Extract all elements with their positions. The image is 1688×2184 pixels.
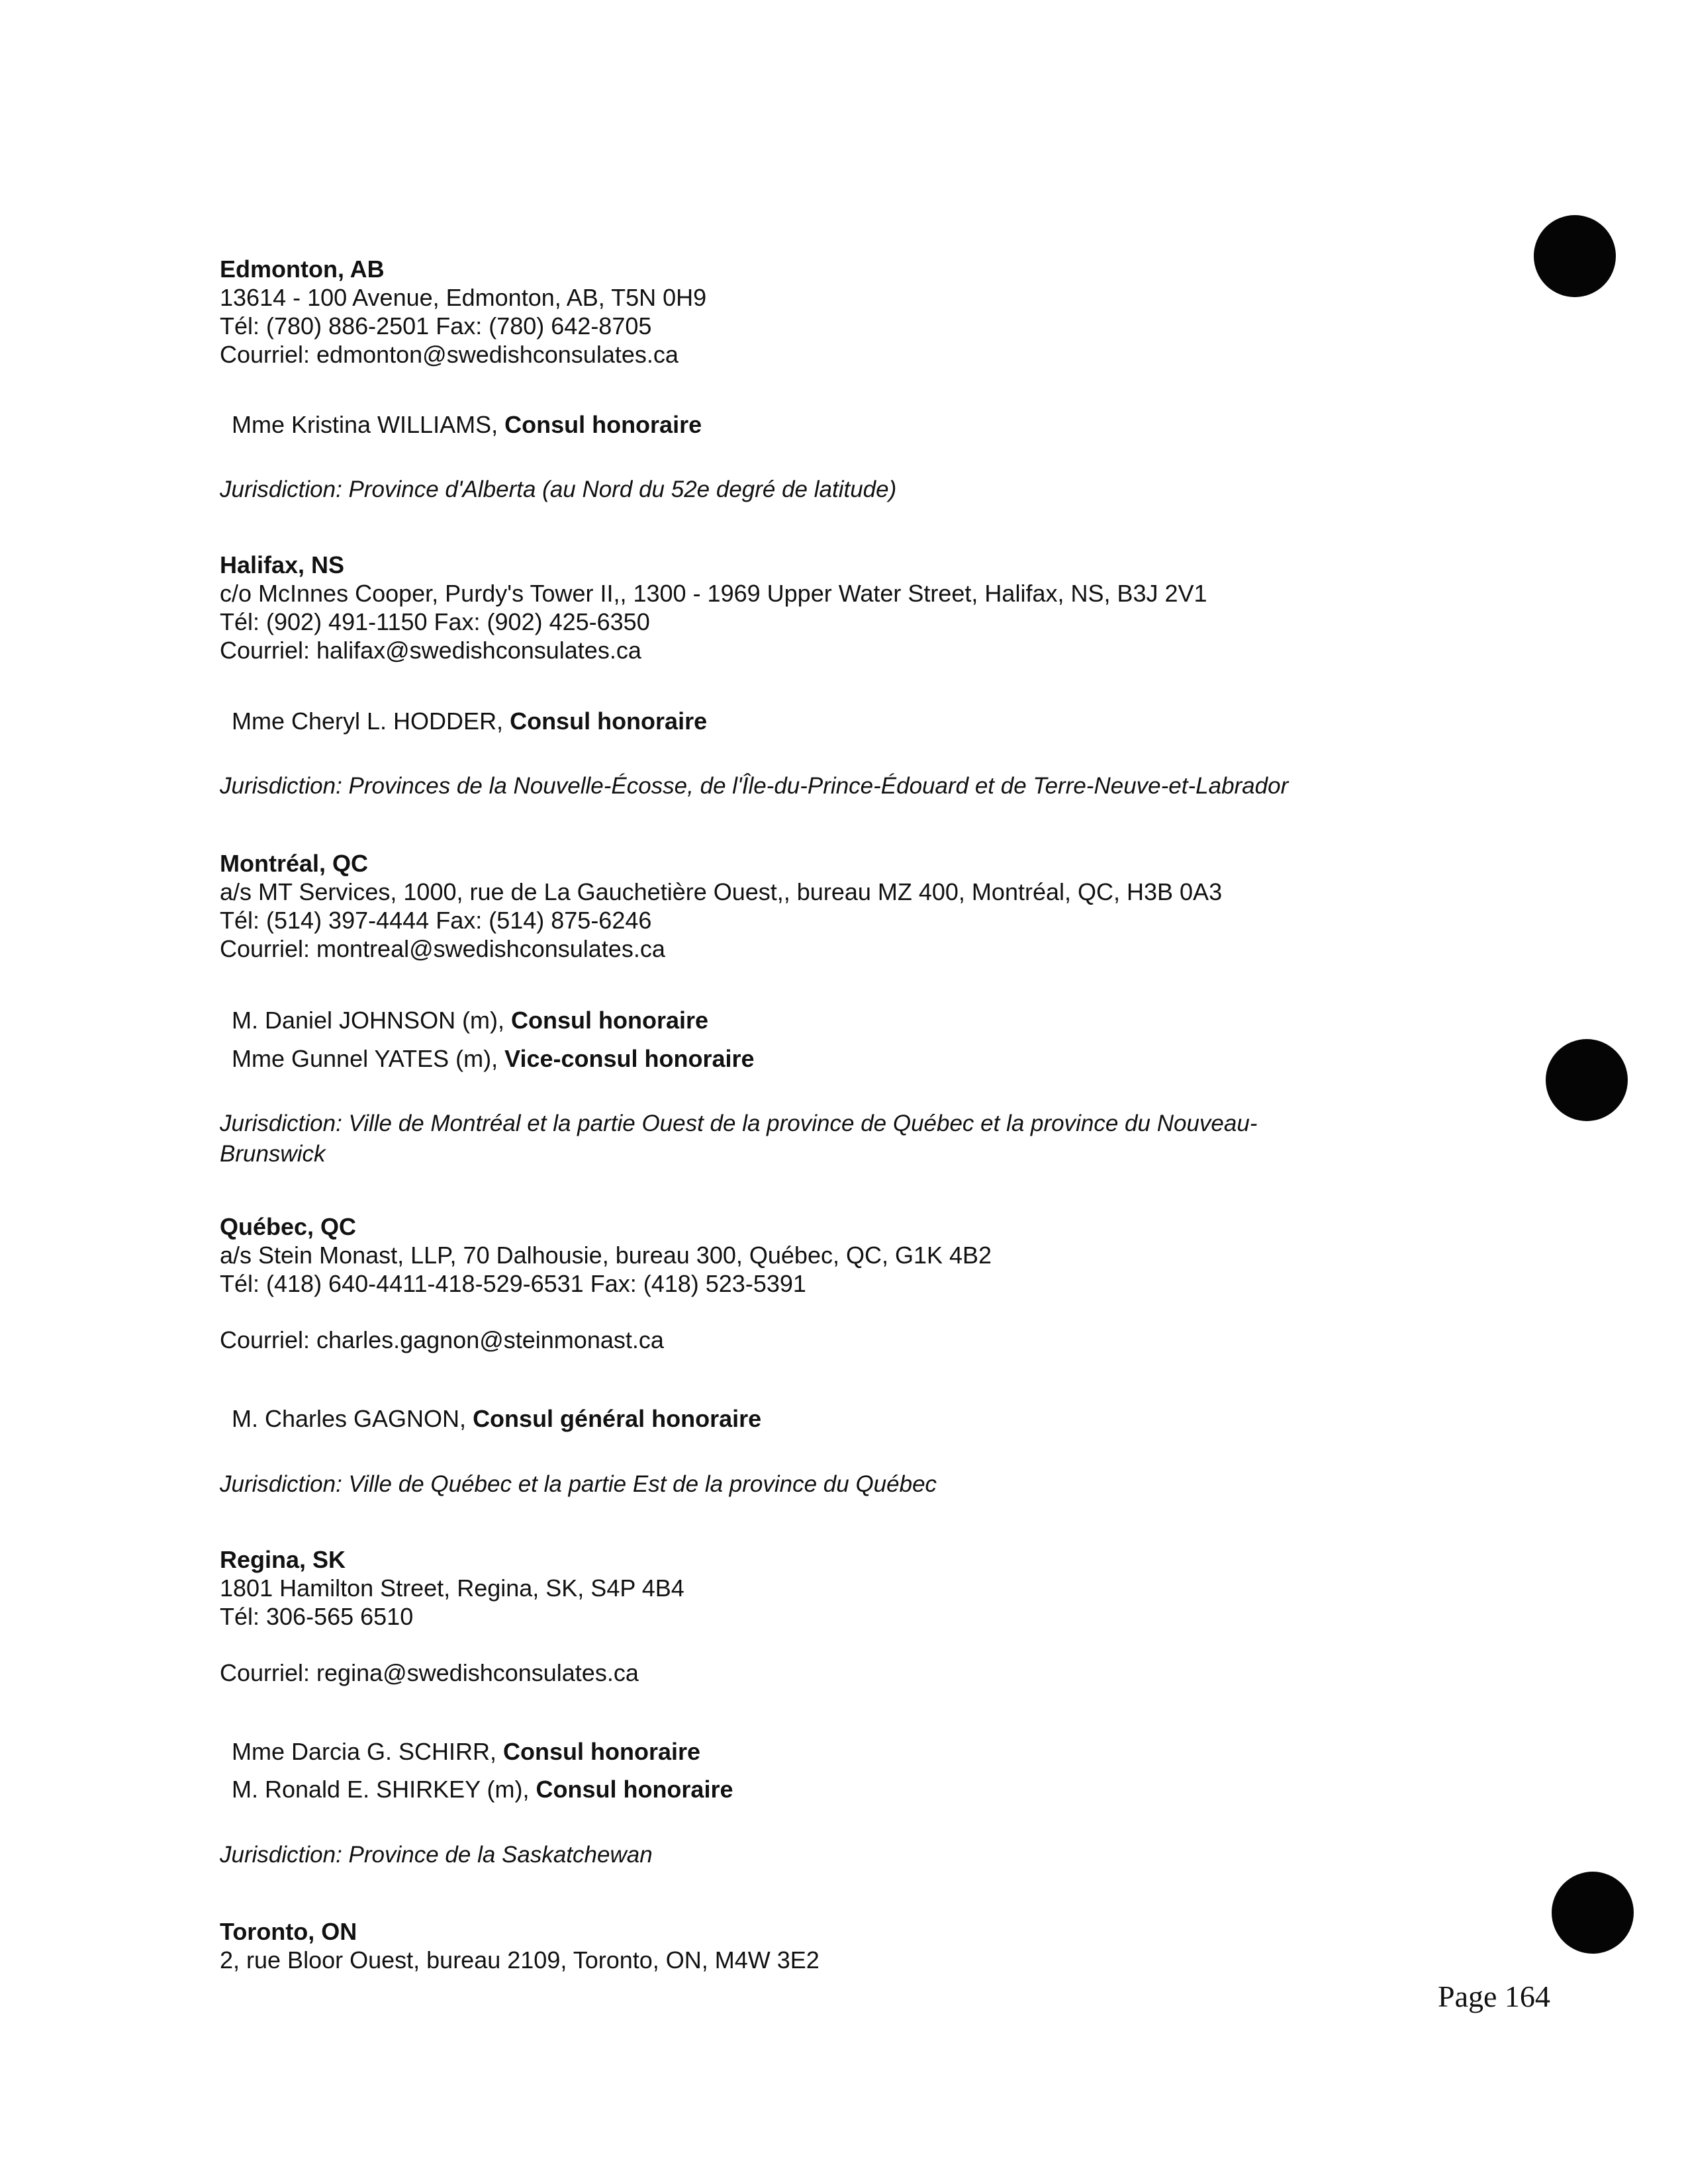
person-title: Consul honoraire [511,1007,709,1034]
address: 13614 - 100 Avenue, Edmonton, AB, T5N 0H9 [220,284,707,311]
binder-hole-bottom [1552,1872,1634,1954]
binder-hole-middle [1546,1039,1628,1121]
email: Courriel: regina@swedishconsulates.ca [220,1659,639,1686]
email: Courriel: edmonton@swedishconsulates.ca [220,341,679,368]
phone-fax: Tél: (418) 640-4411-418-529-6531 Fax: (418) 523-5391 [220,1270,806,1297]
address: 2, rue Bloor Ouest, bureau 2109, Toronto, ON, M4W 3E2 [220,1946,820,1974]
person-name: Mme Darcia G. SCHIRR, [232,1738,504,1765]
phone-fax: Tél: (902) 491-1150 Fax: (902) 425-6350 [220,608,650,635]
jurisdiction: Jurisdiction: Ville de Montréal et la partie Ouest de la province de Québec et la province du Nouveau-Brunswick [220,1111,1258,1167]
person-name: Mme Gunnel YATES (m), [232,1045,505,1072]
consulate-entry-montreal [220,849,1477,963]
email: Courriel: charles.gagnon@steinmonast.ca [220,1326,664,1353]
city-heading: Regina, SK [220,1546,346,1573]
consul-person [232,1404,761,1433]
person-title: Consul honoraire [510,707,708,735]
consulate-entry-halifax [220,551,1477,664]
person-name: M. Daniel JOHNSON (m), [232,1007,512,1034]
consulate-entry-edmonton [220,255,1477,369]
consul-person [232,1775,733,1803]
consul-person [232,1006,708,1034]
phone-fax: Tél: (514) 397-4444 Fax: (514) 875-6246 [220,907,652,934]
city-heading: Edmonton, AB [220,255,385,283]
jurisdiction: Jurisdiction: Province de la Saskatchewan [220,1842,653,1868]
city-heading: Québec, QC [220,1213,357,1240]
person-title: Consul honoraire [504,411,702,438]
jurisdiction: Jurisdiction: Provinces de la Nouvelle-Écosse, de l'Île-du-Prince-Édouard et de Terre-Neuve-et-Labrador [220,773,1289,799]
city-heading: Toronto, ON [220,1918,357,1945]
consul-person [232,707,707,735]
jurisdiction: Jurisdiction: Ville de Québec et la partie Est de la province du Québec [220,1471,937,1497]
consul-person [232,1044,755,1073]
email: Courriel: halifax@swedishconsulates.ca [220,637,641,664]
phone-fax: Tél: 306-565 6510 [220,1603,414,1630]
email: Courriel: montreal@swedishconsulates.ca [220,935,665,962]
address: 1801 Hamilton Street, Regina, SK, S4P 4B4 [220,1574,684,1602]
page-number: Page 164 [1438,1979,1550,2013]
consul-person [232,1737,700,1766]
person-title: Consul général honoraire [473,1405,762,1432]
consulate-entry-toronto [220,1917,1477,1974]
person-name: M. Ronald E. SHIRKEY (m), [232,1776,536,1803]
city-heading: Halifax, NS [220,551,345,578]
address: a/s Stein Monast, LLP, 70 Dalhousie, bureau 300, Québec, QC, G1K 4B2 [220,1242,992,1269]
person-title: Consul honoraire [503,1738,701,1765]
phone-fax: Tél: (780) 886-2501 Fax: (780) 642-8705 [220,312,652,340]
address: a/s MT Services, 1000, rue de La Gauchetière Ouest,, bureau MZ 400, Montréal, QC, H3B 0A3 [220,878,1223,905]
person-name: M. Charles GAGNON, [232,1405,473,1432]
consulate-entry-regina [220,1545,1477,1687]
person-name: Mme Cheryl L. HODDER, [232,707,510,735]
address: c/o McInnes Cooper, Purdy's Tower II,, 1300 - 1969 Upper Water Street, Halifax, NS, B3J 2V1 [220,580,1207,607]
person-title: Consul honoraire [536,1776,733,1803]
person-name: Mme Kristina WILLIAMS, [232,411,505,438]
person-title: Vice-consul honoraire [504,1045,755,1072]
binder-hole-top [1534,215,1616,297]
city-heading: Montréal, QC [220,850,369,877]
jurisdiction: Jurisdiction: Province d'Alberta (au Nord du 52e degré de latitude) [220,477,897,502]
consulate-entry-quebec [220,1212,1477,1354]
consul-person [232,410,702,439]
